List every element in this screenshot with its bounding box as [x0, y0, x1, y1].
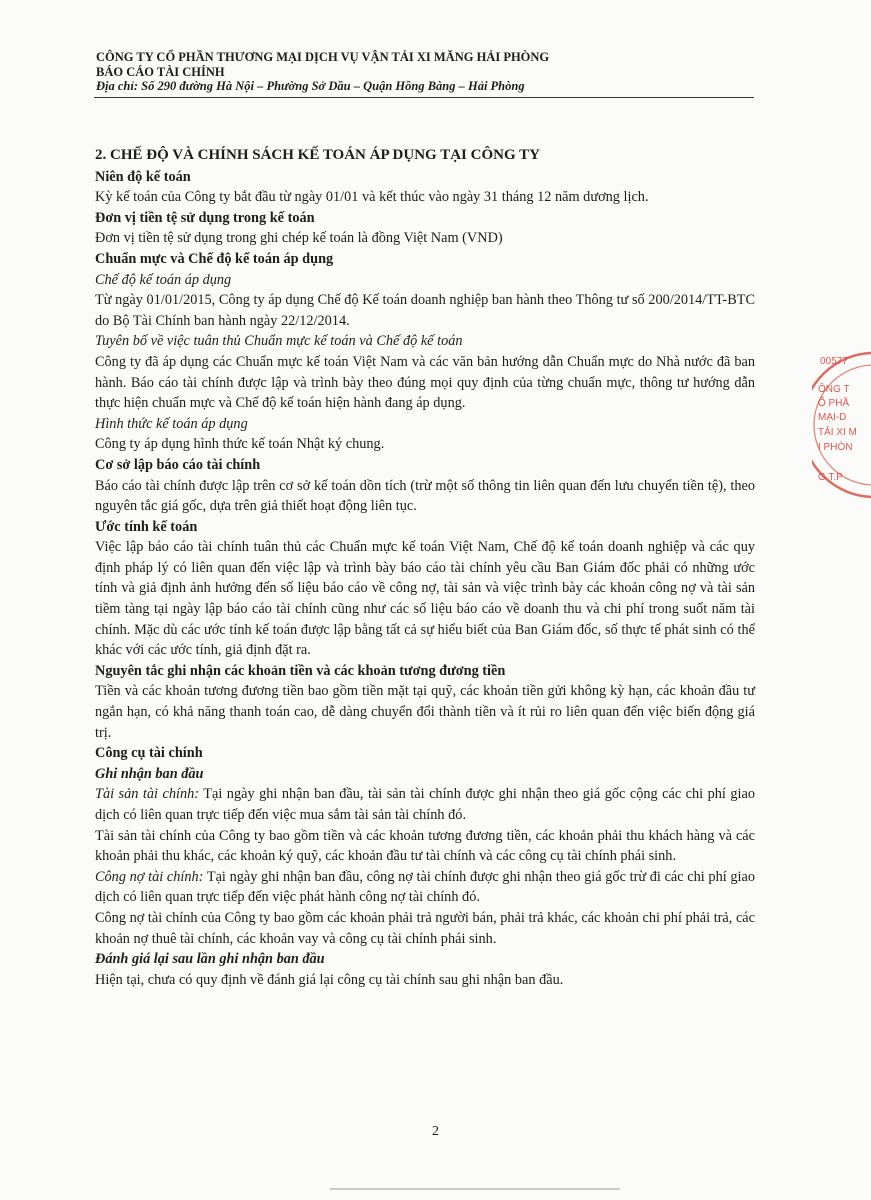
- standards-heading: Chuẩn mực và Chế độ kế toán áp dụng: [95, 250, 334, 267]
- financial-liabilities-paragraph: [95, 867, 755, 908]
- financial-liabilities-label: Công nợ tài chính:: [95, 868, 204, 885]
- estimates-paragraph: Việc lập báo cáo tài chính tuân thủ các Chuẩn mực kế toán Việt Nam, Chế độ kế toán doanh nghiệp và các quy định pháp lý có liên quan đến việc lập và trình bày báo cáo tài chính yêu cầu Ban Giám đốc phải có những ước tính và giả định ảnh hưởng đến số liệu báo cáo về công nợ, tài sản và việc trình bày các khoản công nợ và tài sản tiềm tàng tại ngày lập báo cáo tài chính cũng như các số liệu báo cáo về doanh thu và chi phí trong suốt năm tài chính. Mặc dù các ước tính kế toán được lập bằng tất cả sự hiểu biết của Ban Giám đốc, số thực tế phát sinh có thể khác với các ước tính, giả định đặt ra.: [95, 539, 755, 659]
- fiscal-year-paragraph: Kỳ kế toán của Công ty bắt đầu từ ngày 01/01 và kết thúc vào ngày 31 tháng 12 năm dương lịch.: [95, 189, 649, 206]
- section-title: 2. CHẾ ĐỘ VÀ CHÍNH SÁCH KẾ TOÁN ÁP DỤNG TẠI CÔNG TY: [95, 147, 540, 163]
- company-seal-stamp: [812, 340, 871, 510]
- financial-assets-label: Tài sản tài chính:: [95, 786, 200, 803]
- financial-assets-paragraph: [95, 784, 755, 825]
- document-header: [96, 50, 756, 94]
- estimates-heading: Ước tính kế toán: [95, 518, 198, 535]
- seal-text-line: I PHÒN: [818, 442, 853, 453]
- instruments-heading: Công cụ tài chính: [95, 745, 203, 762]
- form-paragraph: Công ty áp dụng hình thức kế toán Nhật ký chung.: [95, 436, 385, 453]
- fiscal-year-heading: Niên độ kế toán: [95, 168, 191, 185]
- currency-paragraph: Đơn vị tiền tệ sử dụng trong ghi chép kế toán là đồng Việt Nam (VND): [95, 230, 503, 247]
- regime-subheading: Chế độ kế toán áp dụng: [95, 271, 232, 288]
- document-body: [95, 145, 755, 990]
- seal-stamp-graphic: [812, 340, 871, 510]
- company-address: Địa chỉ: Số 290 đường Hà Nội – Phường Sở Dầu – Quận Hồng Bàng – Hải Phòng: [96, 79, 525, 93]
- seal-text-line: ÔNG T: [818, 384, 850, 395]
- initial-recognition-heading: Ghi nhận ban đầu: [95, 765, 204, 782]
- compliance-subheading: Tuyên bố về việc tuân thủ Chuẩn mực kế toán và Chế độ kế toán: [95, 333, 463, 350]
- remeasurement-heading: Đánh giá lại sau lần ghi nhận ban đầu: [95, 951, 325, 968]
- regime-paragraph: Từ ngày 01/01/2015, Công ty áp dụng Chế độ Kế toán doanh nghiệp ban hành theo Thông tư số 200/2014/TT-BTC do Bộ Tài Chính ban hành ngày 22/12/2014.: [95, 292, 755, 329]
- currency-heading: Đơn vị tiền tệ sử dụng trong kế toán: [95, 209, 315, 226]
- basis-paragraph: Báo cáo tài chính được lập trên cơ sở kế toán dồn tích (trừ một số thông tin liên quan đến lưu chuyển tiền tệ), theo nguyên tắc giá gốc, dựa trên giả thiết hoạt động liên tục.: [95, 477, 755, 515]
- cash-heading: Nguyên tắc ghi nhận các khoản tiền và các khoản tương đương tiền: [95, 662, 506, 679]
- form-subheading: Hình thức kế toán áp dụng: [95, 415, 248, 432]
- bottom-scan-edge: [330, 1188, 620, 1190]
- basis-heading: Cơ sở lập báo cáo tài chính: [95, 456, 261, 473]
- financial-assets-text: Tại ngày ghi nhận ban đầu, tài sản tài chính được ghi nhận theo giá gốc cộng các chi phí giao dịch có liên quan trực tiếp đến việc mua sắm tài sản tài chính đó.: [95, 786, 755, 823]
- seal-text-line: MẠI-D: [818, 412, 847, 423]
- financial-assets-detail: Tài sản tài chính của Công ty bao gồm tiền và các khoản tương đương tiền, các khoản phải thu khách hàng và các khoản phải thu khác, các khoản ký quỹ, các khoản đầu tư tài chính và các công cụ tài chính phái sinh.: [95, 827, 755, 865]
- header-divider: [94, 97, 754, 98]
- financial-liabilities-detail: Công nợ tài chính của Công ty bao gồm các khoản phải trả người bán, phải trả khác, các khoản chi phí phải trả, các khoản nợ thuê tài chính, các khoản vay và công cụ tài chính phái sinh.: [95, 909, 755, 947]
- company-name: CÔNG TY CỔ PHẦN THƯƠNG MẠI DỊCH VỤ VẬN TẢI XI MĂNG HẢI PHÒNG: [96, 50, 550, 64]
- compliance-paragraph: Công ty đã áp dụng các Chuẩn mực kế toán Việt Nam và các văn bản hướng dẫn Chuẩn mực do Nhà nước đã ban hành. Báo cáo tài chính được lập và trình bày theo đúng mọi quy định của từng chuẩn mực, thông tư hướng dẫn thực hiện chuẩn mực và Chế độ kế toán hiện hành đang áp dụng.: [95, 353, 755, 412]
- report-title: BÁO CÁO TÀI CHÍNH: [96, 64, 225, 79]
- cash-paragraph: Tiền và các khoản tương đương tiền bao gồm tiền mặt tại quỹ, các khoản tiền gửi không kỳ hạn, các khoản đầu tư ngắn hạn, có khả năng thanh toán cao, dễ dàng chuyển đổi thành tiền và ít rủi ro liên quan đến việc biến động giá trị.: [95, 683, 755, 741]
- seal-text-line: TẢI XI M: [818, 427, 857, 438]
- financial-liabilities-text: Tại ngày ghi nhận ban đầu, công nợ tài chính được ghi nhận theo giá gốc trừ đi các chi phí giao dịch có liên quan trực tiếp đến việc phát hành công nợ tài chính đó.: [95, 868, 755, 906]
- seal-text-line: G T.P: [818, 472, 843, 483]
- remeasurement-paragraph: Hiện tại, chưa có quy định về đánh giá lại công cụ tài chính sau ghi nhận ban đầu.: [95, 971, 564, 988]
- page-number: 2: [432, 1124, 439, 1139]
- seal-text-line: Ổ PHẦ: [818, 398, 850, 409]
- seal-text-line: 00577: [820, 356, 848, 367]
